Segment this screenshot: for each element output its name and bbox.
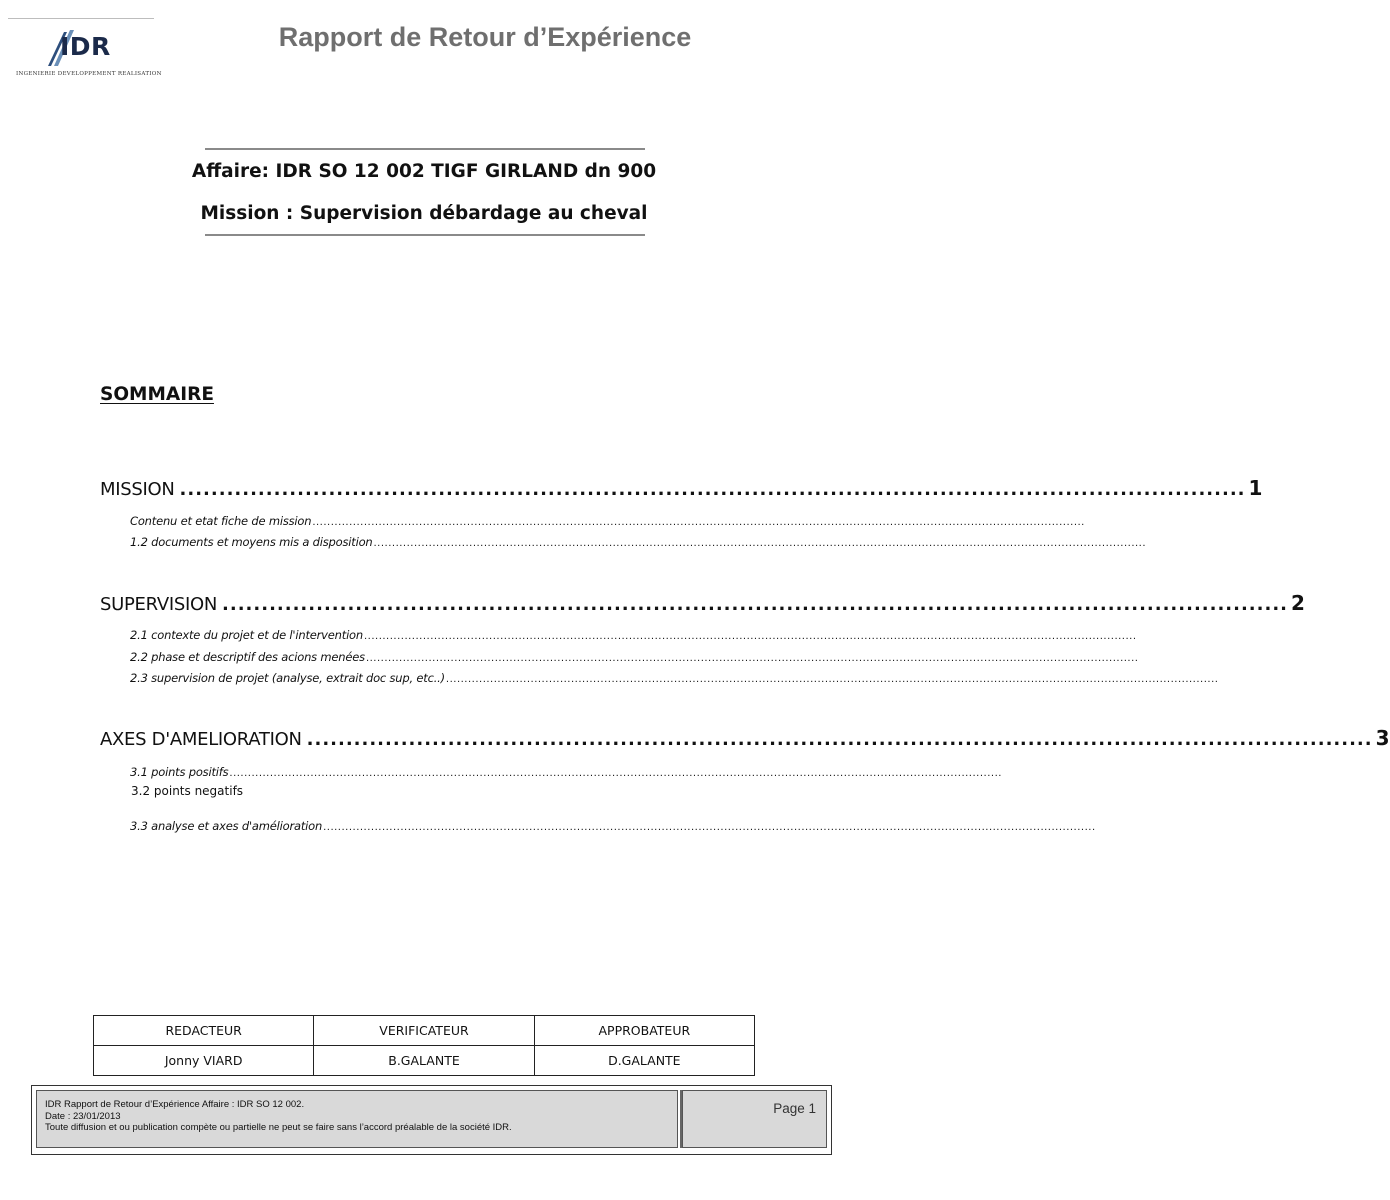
redacteur-name: Jonny VIARD <box>94 1046 314 1076</box>
toc-leader: .................................................................................................................................................................................................................. <box>323 822 1096 833</box>
affaire-heading: Affaire: IDR SO 12 002 TIGF GIRLAND dn 900 <box>191 161 657 182</box>
toc-leader: .................................................................................................................................................................................................................. <box>445 674 1219 685</box>
redacteur-header: REDACTEUR <box>94 1016 314 1046</box>
toc-item-label: Contenu et etat fiche de mission <box>130 514 312 528</box>
toc-leader: ........................................................................................................................................ <box>222 594 1288 615</box>
page-number: Page 1 <box>682 1090 827 1148</box>
toc-item-label: 2.3 supervision de projet (analyse, extrait doc sup, etc..) <box>130 671 445 685</box>
toc-item-label: 2.1 contexte du projet et de l'intervention <box>130 628 363 642</box>
footer-info <box>36 1090 678 1148</box>
toc-section-axes-amelioration[interactable] <box>100 726 1390 750</box>
toc-item-label: 2.2 phase et descriptif des acions menées <box>130 650 365 664</box>
toc-section-label: MISSION <box>100 479 175 500</box>
toc-leader: ........................................................................................................................................ <box>179 479 1246 500</box>
toc-section-label: AXES D'AMELIORATION <box>100 729 302 750</box>
toc-item[interactable] <box>130 650 1139 664</box>
approbateur-name: D.GALANTE <box>534 1046 754 1076</box>
title-rule-top <box>205 148 645 150</box>
toc-leader: .................................................................................................................................................................................................................. <box>363 631 1137 642</box>
toc-item[interactable] <box>130 628 1137 642</box>
logo-name: IDR <box>60 32 111 61</box>
verificateur-name: B.GALANTE <box>314 1046 534 1076</box>
toc-item[interactable] <box>130 819 1096 833</box>
report-title: Rapport de Retour d’Expérience <box>278 22 692 52</box>
toc-leader: .................................................................................................................................................................................................................. <box>312 517 1085 528</box>
toc-leader: .................................................................................................................................................................................................................. <box>373 538 1147 549</box>
logo-top-rule <box>8 18 154 19</box>
sommaire-heading: SOMMAIRE <box>100 384 214 405</box>
toc-section-mission[interactable] <box>100 476 1263 500</box>
toc-item-label[interactable]: 3.2 points negatifs <box>131 784 244 798</box>
approbateur-header: APPROBATEUR <box>534 1016 754 1046</box>
signature-table <box>93 1015 755 1076</box>
toc-item-label: 3.1 points positifs <box>130 765 229 779</box>
toc-section-supervision[interactable] <box>100 591 1305 615</box>
title-rule-bottom <box>205 234 645 236</box>
toc-leader: .................................................................................................................................................................................................................. <box>365 653 1139 664</box>
toc-item[interactable] <box>130 765 1002 779</box>
toc-leader: .................................................................................................................................................................................................................. <box>229 768 1002 779</box>
toc-item[interactable] <box>130 514 1085 528</box>
toc-item-label: 1.2 documents et moyens mis a disposition <box>130 535 373 549</box>
idr-logo <box>14 26 162 82</box>
logo-tagline: INGENIERIE DEVELOPPEMENT REALISATION <box>16 71 162 77</box>
toc-section-label: SUPERVISION <box>100 594 218 615</box>
footer-line-date: Date : 23/01/2013 <box>45 1110 121 1122</box>
toc-page-number: 2 <box>1291 591 1305 615</box>
footer-line-disclaimer: Toute diffusion et ou publication compète ou partielle ne peut se faire sans l’accord préalable de la société IDR. <box>45 1122 512 1133</box>
toc-leader: ........................................................................................................................................ <box>306 729 1373 750</box>
footer-line-report: IDR Rapport de Retour d’Expérience Affaire : IDR SO 12 002. <box>45 1099 305 1110</box>
toc-item-label: 3.3 analyse et axes d'amélioration <box>130 819 323 833</box>
toc-item[interactable] <box>130 671 1219 685</box>
verificateur-header: VERIFICATEUR <box>314 1016 534 1046</box>
page-footer <box>31 1085 832 1155</box>
mission-heading: Mission : Supervision débardage au cheval <box>200 203 648 224</box>
toc-page-number: 3 <box>1375 726 1390 750</box>
toc-item[interactable] <box>130 535 1147 549</box>
signature-value-row <box>94 1046 755 1076</box>
toc-page-number: 1 <box>1248 476 1263 500</box>
signature-header-row <box>94 1016 755 1046</box>
